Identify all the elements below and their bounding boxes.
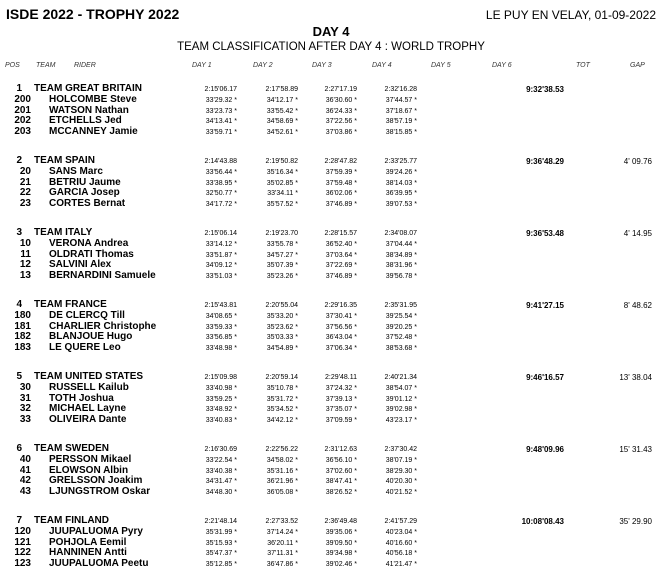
rider-day1-time: 33'59.33 * <box>205 323 237 331</box>
col-gap-header: GAP <box>630 62 645 69</box>
rider-day2-time: 35'34.52 * <box>266 406 298 414</box>
rider-day3-time: 39'02.46 * <box>325 560 357 568</box>
rider-name: SANS Marc <box>49 166 103 178</box>
rider-day4-time: 37'44.57 * <box>385 97 417 105</box>
rider-day2-time: 36'47.86 * <box>266 560 298 568</box>
rider-day4-time: 38'57.19 * <box>385 118 417 126</box>
rider-day2-time: 34'57.27 * <box>266 251 298 259</box>
rider-name: OLDRATI Thomas <box>49 248 134 260</box>
rider-day4-time: 38'34.89 * <box>385 251 417 259</box>
rider-day3-time: 37'46.89 * <box>325 272 357 280</box>
team-day1-time: 2:15'06.14 <box>204 230 237 237</box>
rider-day3-time: 38'26.52 * <box>325 488 357 496</box>
rider-day1-time: 34'17.72 * <box>205 200 237 208</box>
location-date: LE PUY EN VELAY, 01-09-2022 <box>485 8 656 22</box>
rider-day4-time: 39'07.53 * <box>385 200 417 208</box>
rider-day3-time: 37'02.60 * <box>325 467 357 475</box>
rider-day2-time: 33'55.42 * <box>266 107 298 115</box>
team-day3-time: 2:28'15.57 <box>324 230 357 237</box>
rider-day3-time: 37'30.41 * <box>325 313 357 321</box>
team-day4-time: 2:35'31.95 <box>384 302 417 309</box>
rider-day3-time: 37'09.59 * <box>325 416 357 424</box>
team-position: 2 <box>16 155 22 166</box>
rider-day1-time: 33'22.54 * <box>205 457 237 465</box>
rider-day2-time: 37'14.24 * <box>266 529 298 537</box>
rider-day2-time: 33'34.11 * <box>267 190 298 198</box>
rider-day3-time: 38'47.41 * <box>325 478 357 486</box>
rider-number: 41 <box>19 464 31 476</box>
rider-number: 121 <box>14 536 31 548</box>
rider-number: 182 <box>14 331 31 343</box>
team-day2-time: 2:20'59.14 <box>265 374 298 381</box>
rider-name: BETRIU Jaume <box>49 176 121 188</box>
rider-day4-time: 40'16.60 * <box>385 539 417 547</box>
rider-day1-time: 34'13.41 * <box>205 118 237 126</box>
rider-day4-time: 38'15.85 * <box>385 128 417 136</box>
rider-day3-time: 37'39.13 * <box>325 395 357 403</box>
rider-day1-time: 33'51.03 * <box>205 272 237 280</box>
team-day2-time: 2:19'23.70 <box>265 230 298 237</box>
rider-day4-time: 40'23.04 * <box>385 529 417 537</box>
col-day4-header: DAY 4 <box>372 62 392 69</box>
rider-number: 201 <box>14 104 31 116</box>
rider-number: 33 <box>19 413 31 425</box>
team-day3-time: 2:28'47.82 <box>324 158 357 165</box>
team-position: 5 <box>16 371 22 382</box>
col-rider-header: RIDER <box>74 62 96 69</box>
rider-day3-time: 36'52.40 * <box>325 241 357 249</box>
rider-day2-time: 37'11.31 * <box>267 550 298 558</box>
classification-title: TEAM CLASSIFICATION AFTER DAY 4 : WORLD TROPHY <box>177 41 485 53</box>
rider-day4-time: 36'39.95 * <box>385 190 417 198</box>
rider-day4-time: 38'31.96 * <box>385 262 417 270</box>
rider-name: PERSSON Mikael <box>49 454 132 466</box>
rider-day4-time: 39'01.12 * <box>385 395 417 403</box>
rider-day2-time: 34'58.69 * <box>266 118 298 126</box>
rider-name: HANNINEN Antti <box>49 547 127 559</box>
rider-day4-time: 38'54.07 * <box>385 385 417 393</box>
team-day3-time: 2:36'49.48 <box>324 518 357 525</box>
rider-number: 20 <box>19 166 31 178</box>
rider-day2-time: 35'02.85 * <box>266 179 298 187</box>
rider-day2-time: 36'05.08 * <box>266 488 298 496</box>
team-day1-time: 2:15'43.81 <box>204 302 237 309</box>
rider-day2-time: 34'12.17 * <box>266 97 298 105</box>
team-position: 3 <box>16 227 22 238</box>
team-day4-time: 2:40'21.34 <box>384 374 417 381</box>
rider-name: CORTES Bernat <box>49 197 126 209</box>
rider-day1-time: 35'15.93 * <box>205 539 237 547</box>
rider-day1-time: 32'50.77 * <box>205 190 237 198</box>
rider-day1-time: 33'40.38 * <box>205 467 237 475</box>
team-position: 7 <box>16 515 22 526</box>
rider-number: 120 <box>14 526 31 538</box>
rider-day1-time: 35'47.37 * <box>205 550 237 558</box>
rider-day4-time: 37'18.67 * <box>385 107 417 115</box>
rider-day4-time: 39'24.26 * <box>385 169 417 177</box>
rider-name: JUUPALUOMA Pyry <box>49 526 143 538</box>
col-day5-header: DAY 5 <box>431 62 451 69</box>
rider-day3-time: 36'30.60 * <box>325 97 357 105</box>
rider-day3-time: 36'24.33 * <box>325 107 357 115</box>
rider-day3-time: 36'43.04 * <box>325 334 357 342</box>
rider-day3-time: 39'34.98 * <box>325 550 357 558</box>
rider-day4-time: 41'21.47 * <box>385 560 417 568</box>
rider-day2-time: 35'07.39 * <box>266 262 298 270</box>
rider-number: 200 <box>14 94 31 106</box>
rider-day3-time: 37'59.39 * <box>325 169 357 177</box>
team-total-time: 9:48'09.96 <box>526 445 564 454</box>
rider-day4-time: 37'04.44 * <box>385 241 417 249</box>
rider-day3-time: 36'56.10 * <box>325 457 357 465</box>
rider-day2-time: 34'52.61 * <box>266 128 298 136</box>
rider-day3-time: 37'22.69 * <box>325 262 357 270</box>
team-name: TEAM SPAIN <box>34 155 95 166</box>
rider-number: 40 <box>19 454 31 466</box>
rider-day3-time: 37'46.89 * <box>325 200 357 208</box>
team-gap: 4' 09.76 <box>623 157 652 166</box>
rider-day3-time: 39'35.06 * <box>325 529 357 537</box>
rider-number: 22 <box>19 187 31 199</box>
team-gap: 35' 29.90 <box>619 517 652 526</box>
rider-day1-time: 34'31.47 * <box>205 478 237 486</box>
rider-number: 180 <box>14 310 31 322</box>
rider-day4-time: 40'56.18 * <box>385 550 417 558</box>
team-total-time: 9:36'53.48 <box>526 229 564 238</box>
rider-name: WATSON Nathan <box>49 104 129 116</box>
team-total-time: 9:41'27.15 <box>526 301 564 310</box>
team-name: TEAM ITALY <box>34 227 93 238</box>
day-title: DAY 4 <box>312 24 350 39</box>
rider-number: 13 <box>19 269 31 281</box>
rider-number: 12 <box>19 259 31 271</box>
col-day6-header: DAY 6 <box>492 62 512 69</box>
rider-name: GRELSSON Joakim <box>49 475 143 487</box>
team-position: 4 <box>16 299 22 310</box>
rider-name: BERNARDINI Samuele <box>49 269 156 281</box>
rider-number: 32 <box>19 403 31 415</box>
rider-name: VERONA Andrea <box>49 238 129 250</box>
rider-day1-time: 34'08.65 * <box>205 313 237 321</box>
rider-day2-time: 35'03.33 * <box>266 334 298 342</box>
rider-day1-time: 33'29.32 * <box>205 97 237 105</box>
rider-day2-time: 34'54.89 * <box>266 344 298 352</box>
rider-day2-time: 36'21.96 * <box>266 478 298 486</box>
team-name: TEAM SWEDEN <box>34 443 109 454</box>
rider-day2-time: 35'57.52 * <box>266 200 298 208</box>
team-total-time: 9:46'16.57 <box>526 373 564 382</box>
rider-number: 122 <box>14 547 31 559</box>
rider-number: 183 <box>14 341 31 353</box>
team-total-time: 10:08'08.43 <box>521 517 564 526</box>
rider-day2-time: 36'20.11 * <box>267 539 298 547</box>
rider-number: 181 <box>14 320 31 332</box>
team-day2-time: 2:19'50.82 <box>265 158 298 165</box>
col-day1-header: DAY 1 <box>192 62 212 69</box>
rider-number: 10 <box>19 238 31 250</box>
rider-name: SALVINI Alex <box>49 259 112 271</box>
team-day1-time: 2:21'48.14 <box>204 518 237 525</box>
rider-day4-time: 39'20.25 * <box>385 323 417 331</box>
team-total-time: 9:32'38.53 <box>526 85 564 94</box>
rider-day1-time: 33'56.44 * <box>205 169 237 177</box>
rider-day4-time: 40'20.30 * <box>385 478 417 486</box>
team-day2-time: 2:20'55.04 <box>265 302 298 309</box>
team-day4-time: 2:33'25.77 <box>384 158 417 165</box>
rider-number: 203 <box>14 125 31 137</box>
team-day4-time: 2:34'08.07 <box>384 230 417 237</box>
rider-day1-time: 33'59.25 * <box>205 395 237 403</box>
rider-name: JUUPALUOMA Peetu <box>49 557 149 569</box>
team-name: TEAM GREAT BRITAIN <box>34 83 142 94</box>
team-position: 6 <box>16 443 22 454</box>
rider-name: CHARLIER Christophe <box>49 320 157 332</box>
rider-name: HOLCOMBE Steve <box>49 94 137 106</box>
rider-day1-time: 33'14.12 * <box>205 241 237 249</box>
rider-name: DE CLERCQ Till <box>49 310 125 322</box>
rider-day2-time: 34'42.12 * <box>266 416 298 424</box>
rider-day3-time: 37'03.64 * <box>325 251 357 259</box>
team-day2-time: 2:27'33.52 <box>265 518 298 525</box>
rider-day3-time: 37'56.56 * <box>325 323 357 331</box>
rider-name: MICHAEL Layne <box>49 403 127 415</box>
rider-day4-time: 39'56.78 * <box>385 272 417 280</box>
rider-number: 43 <box>19 485 31 497</box>
rider-day3-time: 37'24.32 * <box>325 385 357 393</box>
team-day3-time: 2:27'17.19 <box>324 86 357 93</box>
rider-day1-time: 33'48.92 * <box>205 406 237 414</box>
team-name: TEAM FRANCE <box>34 299 107 310</box>
rider-day4-time: 38'07.19 * <box>385 457 417 465</box>
team-day4-time: 2:32'16.28 <box>384 86 417 93</box>
rider-number: 11 <box>20 248 31 260</box>
rider-day1-time: 33'40.83 * <box>205 416 237 424</box>
rider-name: POHJOLA Eemil <box>49 536 127 548</box>
rider-name: ETCHELLS Jed <box>49 115 122 127</box>
rider-day1-time: 34'48.30 * <box>205 488 237 496</box>
rider-day4-time: 38'14.03 * <box>385 179 417 187</box>
team-total-time: 9:36'48.29 <box>526 157 564 166</box>
col-pos-header: POS <box>5 62 20 69</box>
rider-day1-time: 33'40.98 * <box>205 385 237 393</box>
team-name: TEAM UNITED STATES <box>34 371 144 382</box>
team-day1-time: 2:15'09.98 <box>204 374 237 381</box>
team-position: 1 <box>16 83 22 94</box>
rider-day2-time: 35'23.26 * <box>266 272 298 280</box>
rider-day4-time: 43'23.17 * <box>385 416 417 424</box>
col-tot-header: TOT <box>576 62 590 69</box>
rider-name: GARCIA Josep <box>49 187 120 199</box>
event-title: ISDE 2022 - TROPHY 2022 <box>6 6 180 22</box>
rider-name: OLIVEIRA Dante <box>49 413 127 425</box>
col-team-header: TEAM <box>36 62 56 69</box>
rider-number: 21 <box>19 176 31 188</box>
rider-day3-time: 37'03.86 * <box>325 128 357 136</box>
rider-day1-time: 33'56.85 * <box>205 334 237 342</box>
rider-name: TOTH Joshua <box>49 392 114 404</box>
rider-day2-time: 34'58.02 * <box>266 457 298 465</box>
rider-day1-time: 33'38.95 * <box>205 179 237 187</box>
rider-day1-time: 33'59.71 * <box>205 128 237 136</box>
team-gap: 15' 31.43 <box>619 445 652 454</box>
rider-day2-time: 35'31.72 * <box>266 395 298 403</box>
rider-day4-time: 39'25.54 * <box>385 313 417 321</box>
rider-day4-time: 39'02.98 * <box>385 406 417 414</box>
rider-day1-time: 34'09.12 * <box>205 262 237 270</box>
team-day1-time: 2:14'43.88 <box>204 158 237 165</box>
rider-day1-time: 35'12.85 * <box>205 560 237 568</box>
rider-day3-time: 37'59.48 * <box>325 179 357 187</box>
rider-day3-time: 37'22.56 * <box>325 118 357 126</box>
rider-day4-time: 38'29.30 * <box>385 467 417 475</box>
rider-day1-time: 35'31.99 * <box>205 529 237 537</box>
rider-number: 30 <box>19 382 31 394</box>
col-day2-header: DAY 2 <box>253 62 273 69</box>
rider-day4-time: 40'21.52 * <box>385 488 417 496</box>
team-gap: 13' 38.04 <box>619 373 652 382</box>
rider-day3-time: 39'09.50 * <box>325 539 357 547</box>
rider-day2-time: 35'23.62 * <box>266 323 298 331</box>
team-day3-time: 2:31'12.63 <box>324 446 357 453</box>
team-day2-time: 2:17'58.89 <box>265 86 298 93</box>
rider-number: 42 <box>19 475 31 487</box>
rider-day2-time: 35'10.78 * <box>266 385 298 393</box>
rider-day1-time: 33'51.87 * <box>205 251 237 259</box>
team-day4-time: 2:37'30.42 <box>384 446 417 453</box>
rider-name: BLANJOUE Hugo <box>49 331 133 343</box>
rider-name: RUSSELL Kailub <box>49 382 129 394</box>
rider-day4-time: 38'53.68 * <box>385 344 417 352</box>
team-name: TEAM FINLAND <box>34 515 109 526</box>
rider-number: 31 <box>19 392 31 404</box>
rider-number: 123 <box>14 557 31 569</box>
team-gap: 4' 14.95 <box>623 229 652 238</box>
team-day2-time: 2:22'56.22 <box>265 446 298 453</box>
rider-name: LJUNGSTROM Oskar <box>49 485 151 497</box>
rider-name: LE QUERE Leo <box>49 341 121 353</box>
team-day1-time: 2:16'30.69 <box>204 446 237 453</box>
team-gap: 8' 48.62 <box>623 301 652 310</box>
rider-day3-time: 37'35.07 * <box>325 406 357 414</box>
rider-number: 202 <box>14 115 31 127</box>
rider-day2-time: 35'16.34 * <box>266 169 298 177</box>
rider-day1-time: 33'23.73 * <box>205 107 237 115</box>
rider-number: 23 <box>19 197 31 209</box>
rider-name: MCCANNEY Jamie <box>49 125 138 137</box>
rider-day3-time: 37'06.34 * <box>325 344 357 352</box>
rider-day4-time: 37'52.48 * <box>385 334 417 342</box>
rider-day3-time: 36'02.06 * <box>325 190 357 198</box>
team-day3-time: 2:29'16.35 <box>324 302 357 309</box>
rider-day2-time: 33'55.78 * <box>266 241 298 249</box>
rider-day2-time: 35'31.16 * <box>266 467 298 475</box>
rider-name: ELOWSON Albin <box>49 464 129 476</box>
team-day3-time: 2:29'48.11 <box>325 374 357 381</box>
rider-day2-time: 35'33.20 * <box>266 313 298 321</box>
col-day3-header: DAY 3 <box>312 62 332 69</box>
rider-day1-time: 33'48.98 * <box>205 344 237 352</box>
team-day4-time: 2:41'57.29 <box>384 518 417 525</box>
team-day1-time: 2:15'06.17 <box>204 86 237 93</box>
